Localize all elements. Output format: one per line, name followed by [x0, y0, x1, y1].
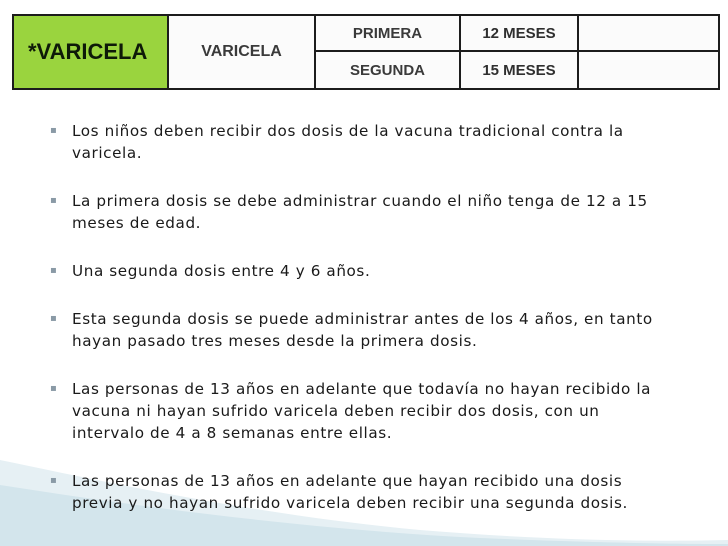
- bullet-icon: ▪: [50, 265, 58, 276]
- dose-cell-first: PRIMERA: [316, 16, 461, 52]
- bullet-icon: ▪: [50, 383, 58, 394]
- vaccination-table: [12, 14, 720, 90]
- age-cell-second: 15 MESES: [461, 52, 579, 88]
- bullet-list: [46, 120, 676, 514]
- vaccine-name-cell: VARICELA: [169, 16, 316, 88]
- bullet-icon: ▪: [50, 195, 58, 206]
- dose-cell-second: SEGUNDA: [316, 52, 461, 88]
- list-item: [46, 260, 676, 282]
- table-label-cell: *VARICELA: [14, 16, 169, 88]
- bullet-text: Las personas de 13 años en adelante que todavía no hayan recibido la vacuna ni hayan sufrido varicela deben recibir dos dosis, con un intervalo de 4 a 8 semanas entre ellas.: [72, 380, 652, 442]
- bullet-text: Una segunda dosis entre 4 y 6 años.: [72, 262, 371, 280]
- bullet-text: Esta segunda dosis se puede administrar antes de los 4 años, en tanto hayan pasado tres meses desde la primera dosis.: [72, 310, 653, 350]
- list-item: [46, 378, 676, 444]
- bullet-icon: ▪: [50, 475, 58, 486]
- list-item: [46, 308, 676, 352]
- empty-cell-first: [579, 16, 718, 52]
- bullet-icon: ▪: [50, 125, 58, 136]
- bullet-text: Los niños deben recibir dos dosis de la vacuna tradicional contra la varicela.: [72, 122, 624, 162]
- age-cell-first: 12 MESES: [461, 16, 579, 52]
- bullet-text: Las personas de 13 años en adelante que hayan recibido una dosis previa y no hayan sufrido varicela deben recibir una segunda dosis.: [72, 472, 628, 512]
- list-item: [46, 470, 676, 514]
- bullet-text: La primera dosis se debe administrar cuando el niño tenga de 12 a 15 meses de edad.: [72, 192, 648, 232]
- bullet-icon: ▪: [50, 313, 58, 324]
- empty-cell-second: [579, 52, 718, 88]
- list-item: [46, 120, 676, 164]
- list-item: [46, 190, 676, 234]
